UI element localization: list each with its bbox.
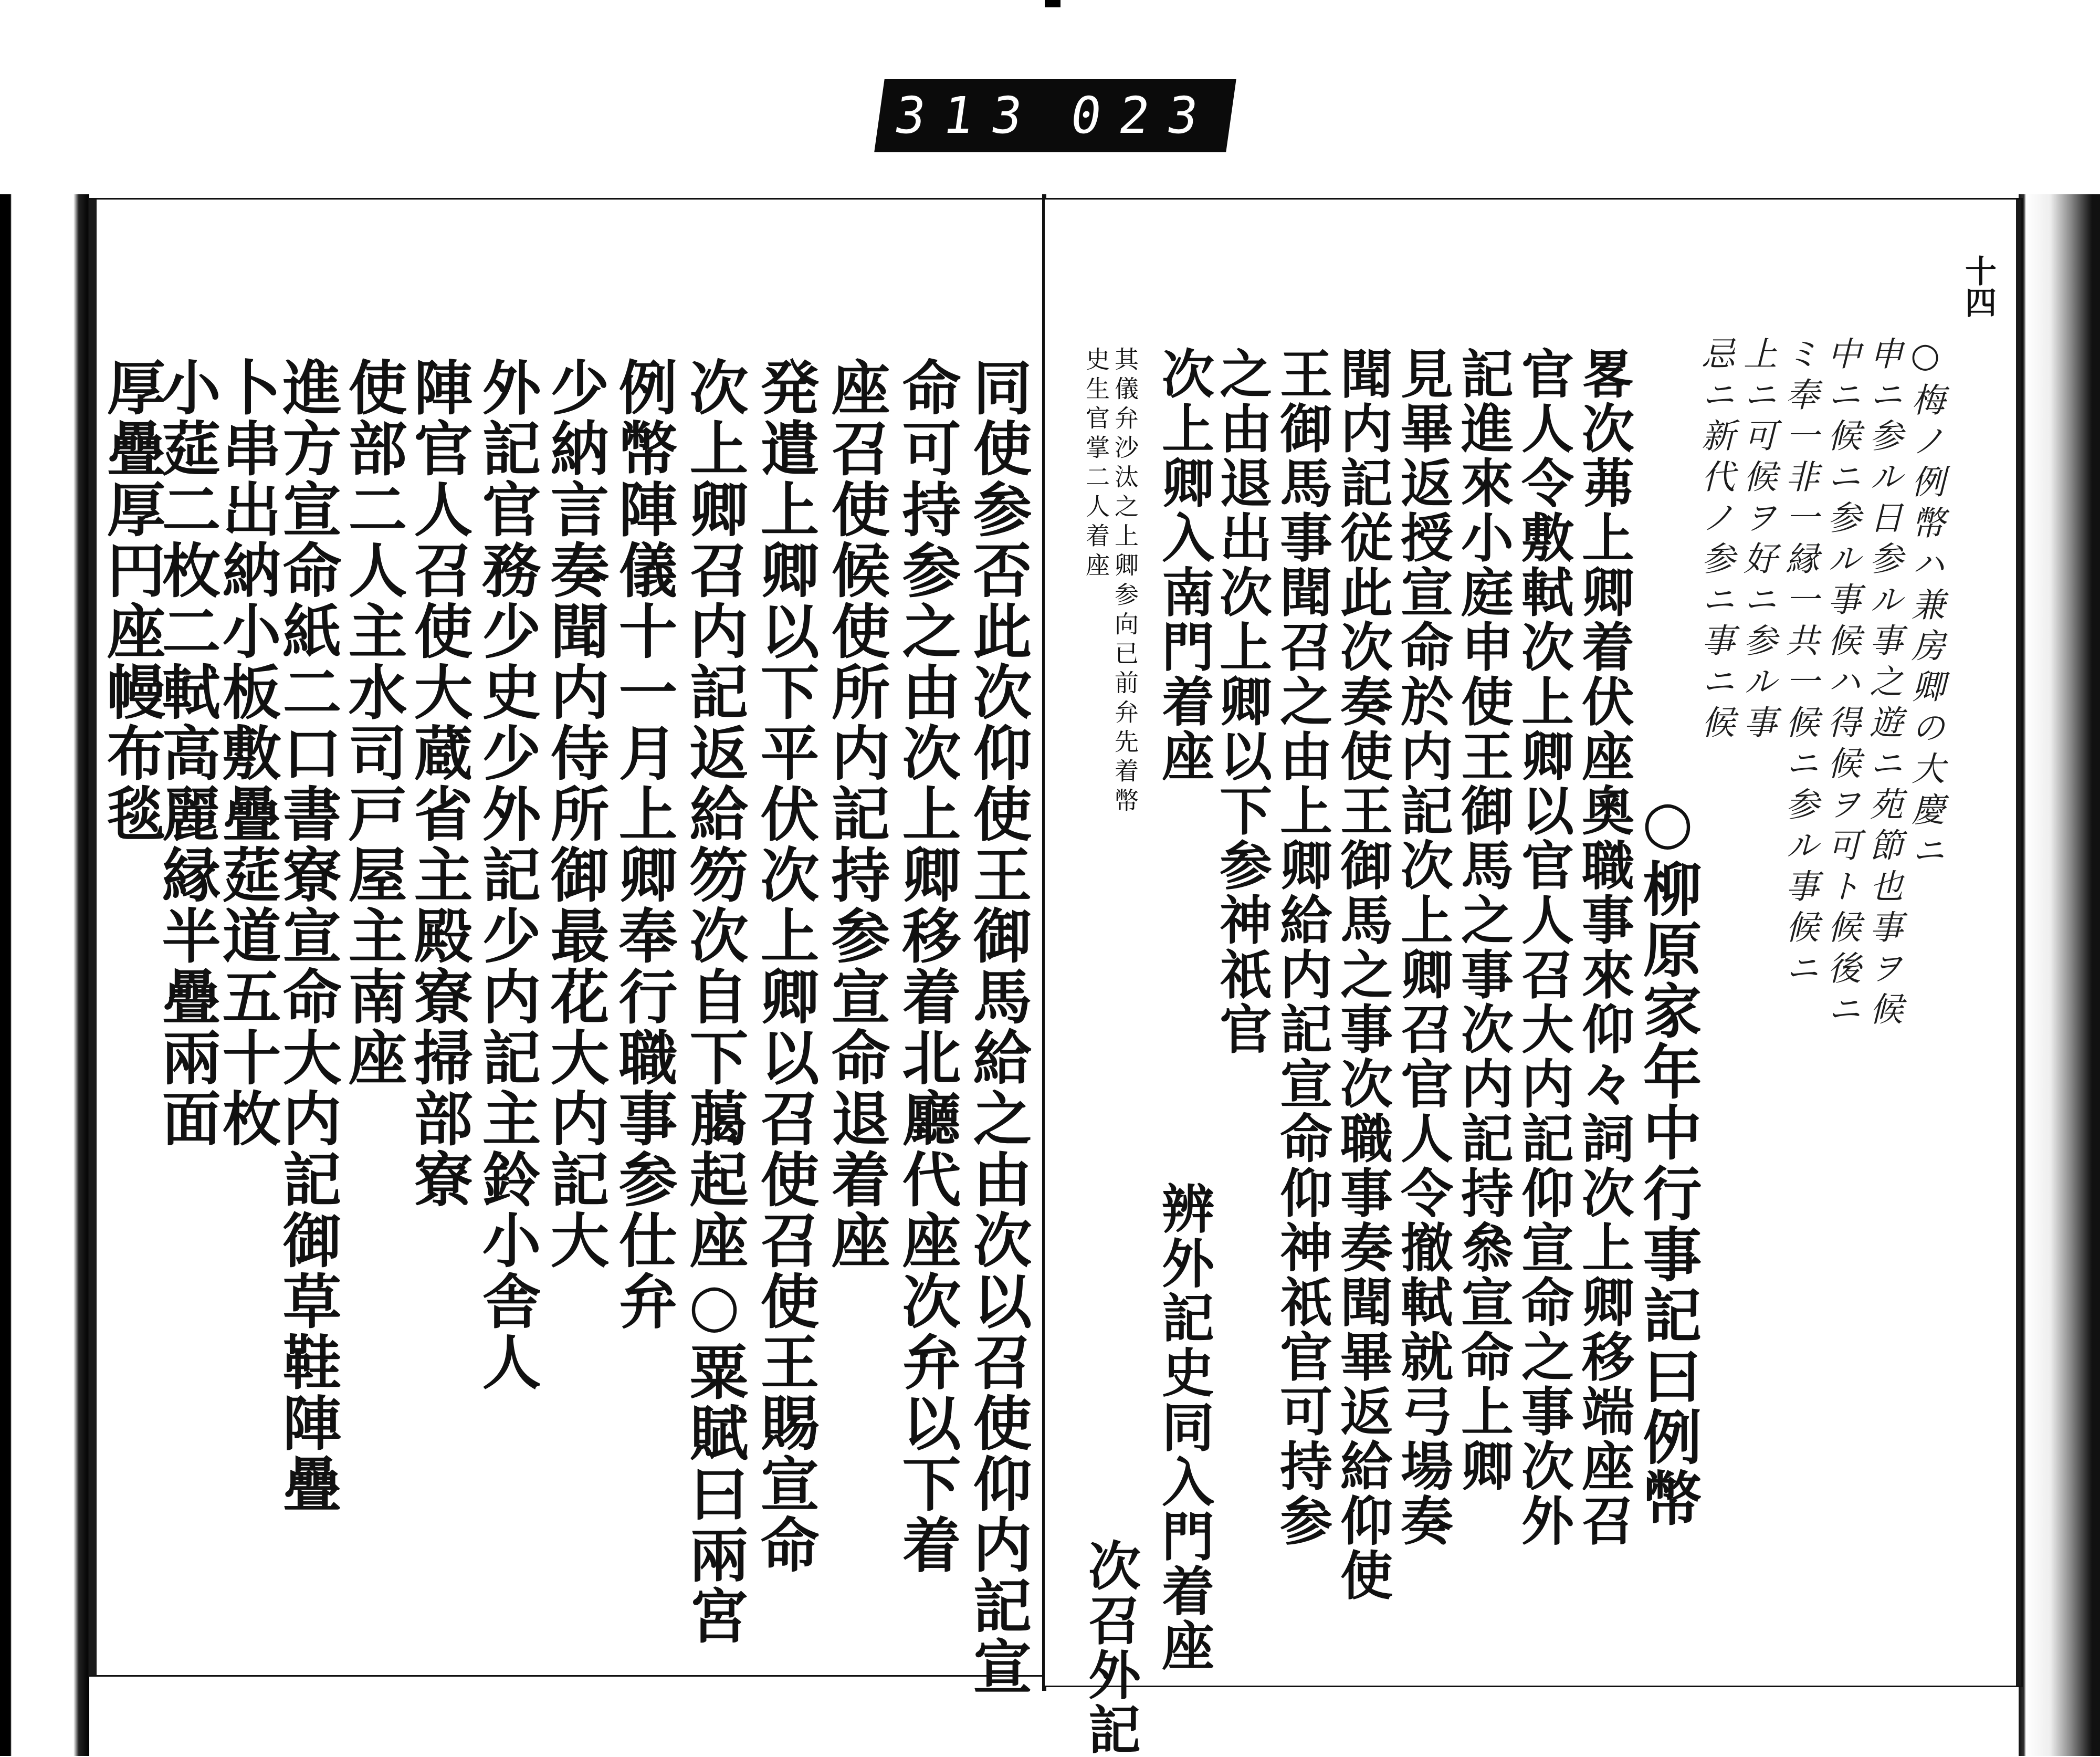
left-main-column-5: 次上卿召内記返給笏次自下﨟起座○粟賦曰兩宮 (680, 357, 749, 1646)
right-main-column-2: 畧次茀上卿着伏座奧職事來仰々詞次上卿移端座召 (1573, 347, 1635, 1548)
right-book-edge (2019, 194, 2100, 1756)
archive-number-left: 313 (890, 86, 1044, 145)
top-black-mark (1045, 0, 1060, 7)
cursive-column-1: 申ニ参ル日参ル事之遊ニ苑節也事ヲ候 (1864, 336, 1903, 1032)
cursive-column-3: ミ奉一非一縁一共一候ニ参ル事候ニ (1780, 336, 1819, 991)
left-main-column-11: 進方宣命紙二口書寮宣命大内記御草鞋陣疊 (273, 357, 342, 1514)
archive-number-right: 023 (1066, 86, 1220, 145)
left-page (89, 200, 1052, 1697)
archive-number-label (874, 79, 1236, 152)
right-page (1045, 200, 2021, 1757)
right-small-column-2: 史生官掌二人着座 (1082, 347, 1110, 582)
left-main-column-8: 外記官務少史少外記少内記主鈴小舎人 (472, 357, 541, 1393)
cursive-column-2: 中ニ候ニ参ル事候ハ得候ヲ可ト候後ニ (1822, 336, 1861, 1032)
right-main-column-1: ○柳原家年中行事記曰例幣 (1633, 788, 1702, 1529)
left-main-column-3: 座召使候使所内記持参宣命退着座 (822, 357, 890, 1271)
right-main-column-4: 記進來小庭申使王御馬之事次内記持叅宣命上卿 (1452, 347, 1514, 1493)
left-main-column-10: 使部二人主水司戸屋主南座 (339, 357, 407, 1088)
cursive-column-4: 上ニ可候ヲ好ニ参ル事 (1738, 336, 1777, 746)
left-main-column-13: 小莚二枚二軾高麗縁半疊兩面 (152, 357, 221, 1149)
right-main-column-6: 聞内記従此次奏使王御馬之事次職事奏聞畢返給仰使 (1331, 347, 1393, 1603)
left-main-column-4: 発遣上卿以下平伏次上卿以召使召使王賜宣命 (751, 357, 820, 1575)
left-main-column-9: 陣官人召使大蔵省主殿寮掃部寮 (404, 357, 473, 1210)
left-book-edge (0, 194, 89, 1756)
left-main-column-2: 命可持参之由次上卿移着北廳代座次弁以下着 (892, 357, 961, 1575)
cursive-column-5: 忌ニ新代ノ参ニ事ニ候 (1696, 336, 1735, 746)
left-main-column-1: 同使参否此次仰使王御馬給之由次以召使仰内記宣 (963, 357, 1032, 1697)
cursive-upper-right: ○梅ノ例幣ハ兼房卿の大慶ニ (1906, 336, 1945, 874)
right-main-column-9: 次上卿入南門着座 (1153, 347, 1215, 783)
left-main-column-14: 厚疊厚円座幔布毯 (97, 357, 166, 844)
page-number: 十四 (1960, 255, 1997, 318)
right-main-column-5: 見畢返授宣命於内記次上卿召官人令撤軾就弓場奏 (1392, 347, 1454, 1548)
left-main-column-7: 少納言奏聞内侍所御最花大内記大 (541, 357, 610, 1271)
right-main-column-10: 辨外記史同入門着座 (1153, 1181, 1215, 1673)
right-main-column-11: 次召外記 (1079, 1539, 1141, 1757)
right-small-column-1: 其儀弁沙汰之上卿参向已前弁先着幣 (1111, 347, 1139, 817)
left-main-column-6: 例幣陣儀十一月上卿奉行職事参仕弁 (609, 357, 678, 1332)
right-main-column-3: 官人令敷軾次上卿以官人召大内記仰宣命之事次外 (1513, 347, 1574, 1548)
right-main-column-8: 之由退出次上卿以下参神祇官 (1211, 347, 1273, 1057)
right-main-column-7: 王御馬事聞召之由上卿給内記宣命仰神祇官可持参 (1271, 347, 1333, 1548)
left-main-column-12: 卜串出納小板敷疊莚道五十枚 (213, 357, 281, 1149)
